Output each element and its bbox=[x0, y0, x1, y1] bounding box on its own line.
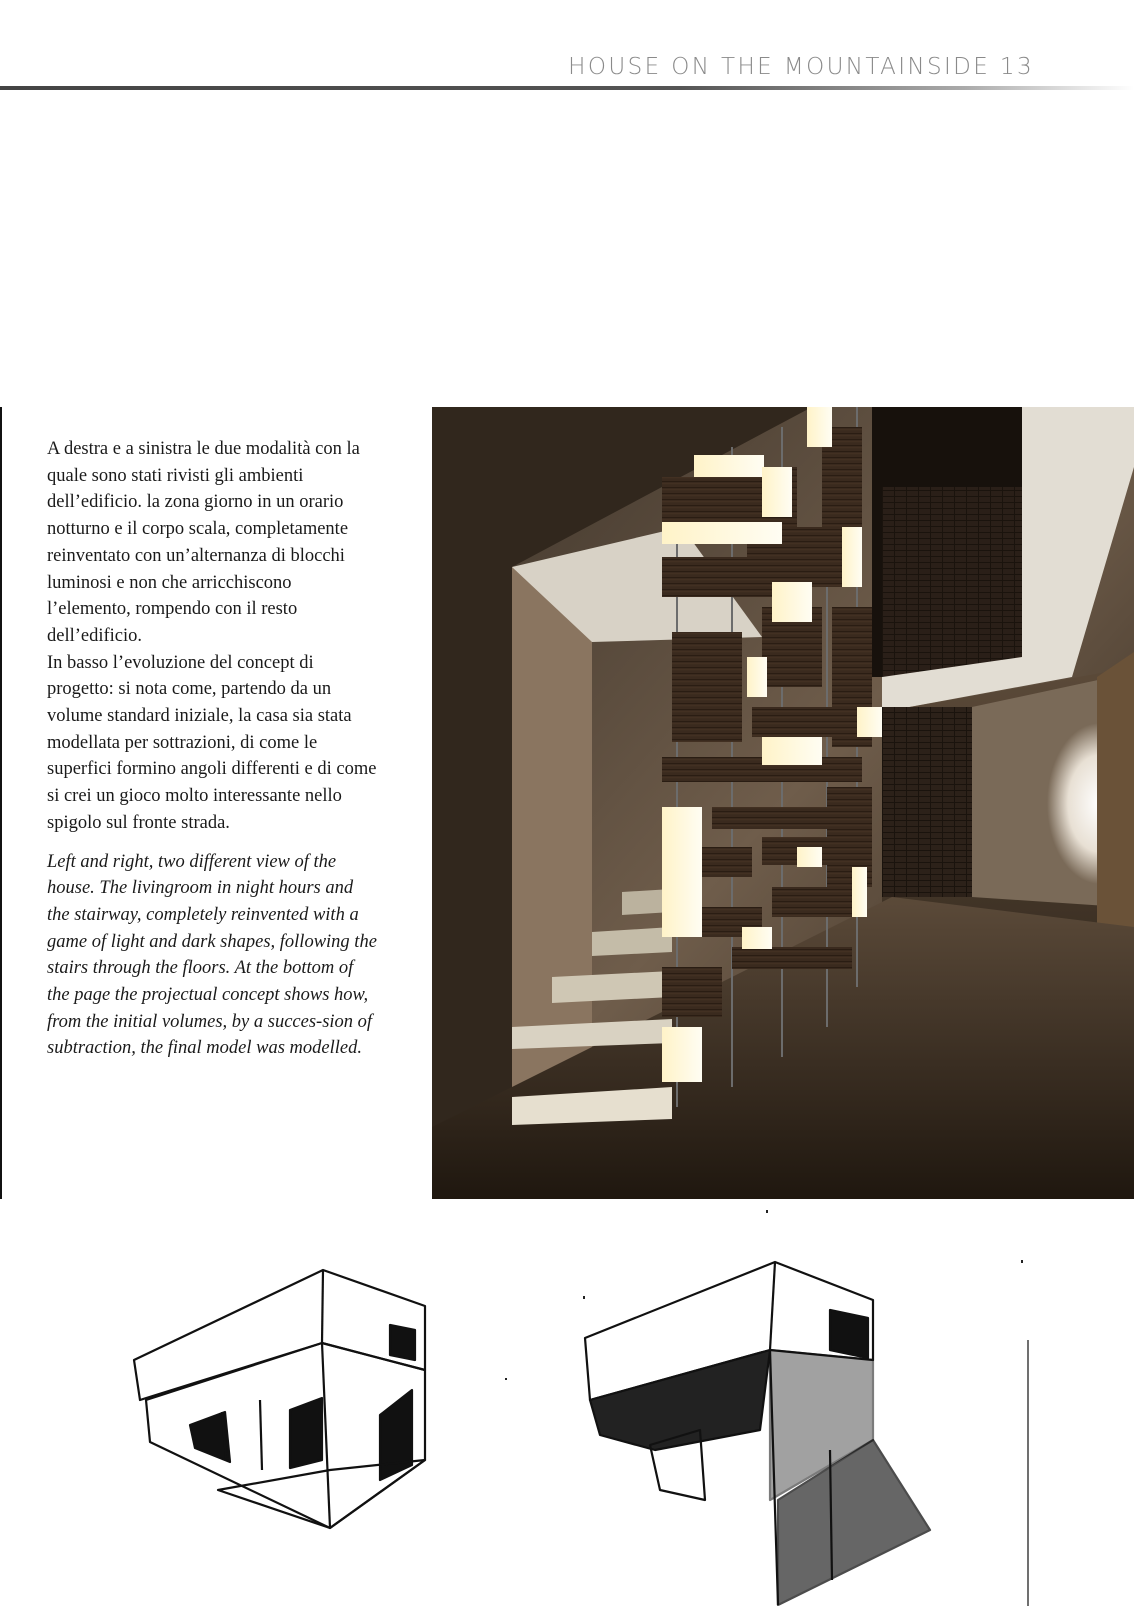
header-title: HOUSE ON THE MOUNTAINSIDE 13 bbox=[568, 54, 1034, 80]
italian-paragraph: A destra e a sinistra le due modalità con la quale sono stati rivisti gli ambienti dell’edificio. la zona giorno in un orario notturno e il corpo scala, completamente reinventato con un’alternanza di blocchi luminosi e non che arricchiscono l’elemento, rompendo con il resto dell’edificio. In basso l’evoluzione del concept di progetto: si nota come, partendo da un volume standard iniziale, la casa sia stata modellata per sottrazioni, di come le superfici formino angoli differenti e di come si crei un gioco molto interessante nello spigolo sul fronte strada. bbox=[47, 439, 377, 833]
concept-sketch-line-drawing bbox=[134, 1270, 425, 1528]
page-header bbox=[0, 50, 1134, 96]
header-rule bbox=[0, 86, 1134, 90]
stairway-render-image bbox=[432, 407, 1134, 1199]
english-paragraph: Left and right, two different view of the house. The livingroom in night hours and the stairway, completely reinvented with a game of light and dark shapes, following the stairs through the floors. At the bottom of the page the projectual concept shows how, from the initial volumes, by a succes-sion of subtraction, the final model was modelled. bbox=[47, 851, 377, 1059]
concept-sketches bbox=[0, 1200, 1134, 1606]
concept-sketch-hatched-drawing bbox=[585, 1262, 930, 1605]
text-column bbox=[47, 436, 377, 1062]
left-margin-rule bbox=[0, 407, 2, 1199]
